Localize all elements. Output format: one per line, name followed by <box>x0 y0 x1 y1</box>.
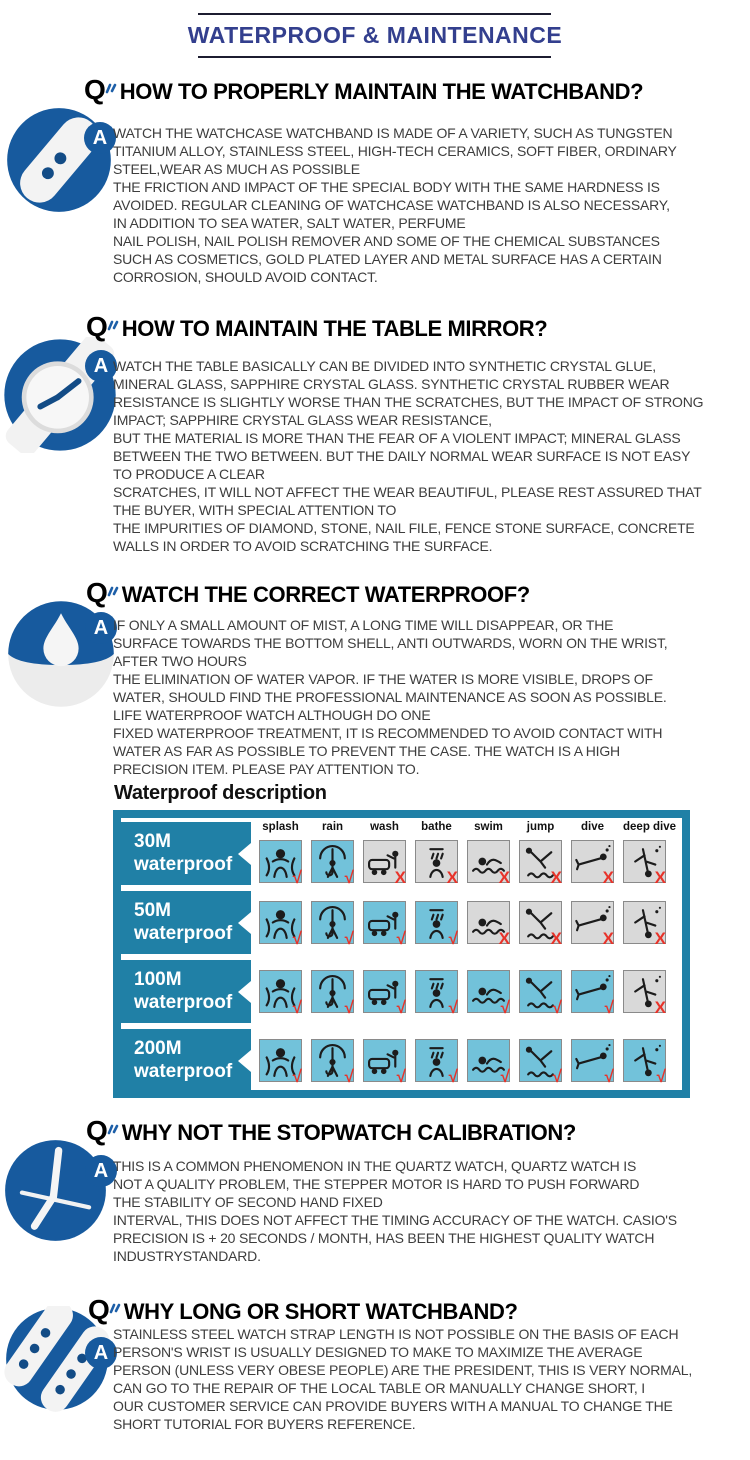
answer-line: IMPACT; SAPPHIRE CRYSTAL GLASS WEAR RESISTANCE, <box>113 412 492 428</box>
table-row-30m <box>121 822 682 885</box>
page-title: WATERPROOF & MAINTENANCE <box>187 22 563 48</box>
answer-line: AFTER TWO HOURS <box>113 653 247 669</box>
answer-line: MINERAL GLASS, SAPPHIRE CRYSTAL GLASS. SYNTHETIC CRYSTAL RUBBER WEAR <box>113 376 670 392</box>
cross-mark: X <box>654 929 666 948</box>
cell-rain <box>311 970 354 1017</box>
cross-mark: X <box>602 868 614 887</box>
question-title: HOW TO MAINTAIN THE TABLE MIRROR? <box>121 316 548 341</box>
row-label: 30M waterproof <box>121 822 251 885</box>
answer-line: AVOIDED. REGULAR CLEANING OF WATCHCASE WATCHBAND IS ALSO NECESSARY, <box>113 197 670 213</box>
cell-deep-dive <box>623 840 666 887</box>
answer-line: SCRATCHES, IT WILL NOT AFFECT THE WEAR BEAUTIFUL, PLEASE REST ASSURED THAT <box>113 484 702 500</box>
question-title: WHY LONG OR SHORT WATCHBAND? <box>123 1299 518 1324</box>
check-mark: √ <box>552 998 562 1017</box>
row-label: 200M waterproof <box>121 1029 251 1092</box>
sparkle-icon <box>107 308 119 336</box>
cell-jump <box>519 901 562 948</box>
cell-swim <box>467 840 510 887</box>
q-letter: Q <box>86 313 108 341</box>
answer-line: IF ONLY A SMALL AMOUNT OF MIST, A LONG TIME WILL DISAPPEAR, OR THE <box>113 617 614 633</box>
sparkle-icon <box>109 1291 121 1319</box>
answer-text <box>113 357 750 555</box>
answer-badge: A <box>84 122 116 154</box>
answer-line: SUCH AS COSMETICS, GOLD PLATED LAYER AND METAL SURFACE HAS A CERTAIN <box>113 251 662 267</box>
question-row-5 <box>88 1296 518 1325</box>
column-header-deep-dive: deep dive <box>623 821 677 833</box>
check-mark: √ <box>292 929 302 948</box>
cross-mark: X <box>654 998 666 1017</box>
question-row-2 <box>86 313 547 342</box>
header-rule-bottom <box>198 56 551 58</box>
check-mark: √ <box>292 868 302 887</box>
cell-jump <box>519 840 562 887</box>
check-mark: √ <box>500 998 510 1017</box>
answer-line: INDUSTRYSTANDARD. <box>113 1248 261 1264</box>
answer-line: PERSON'S WRIST IS USUALLY DESIGNED TO MAKE TO MAXIMIZE THE AVERAGE <box>113 1344 643 1360</box>
answer-line: BUT THE MATERIAL IS MORE THAN THE FEAR OF A VIOLENT IMPACT; MINERAL GLASS <box>113 430 681 446</box>
answer-line: SHORT TUTORIAL FOR BUYERS REFERENCE. <box>113 1416 416 1432</box>
cell-splash <box>259 970 302 1017</box>
answer-line: STAINLESS STEEL WATCH STRAP LENGTH IS NOT POSSIBLE ON THE BASIS OF EACH <box>113 1326 679 1342</box>
cell-rain <box>311 901 354 948</box>
check-mark: √ <box>396 929 406 948</box>
cell-splash <box>259 840 302 887</box>
cell-jump <box>519 970 562 1017</box>
cell-rain <box>311 1039 354 1086</box>
sparkle-icon <box>105 71 117 99</box>
cross-mark: X <box>550 868 562 887</box>
check-mark: √ <box>500 1067 510 1086</box>
question-title: HOW TO PROPERLY MAINTAIN THE WATCHBAND? <box>119 79 644 104</box>
cross-mark: X <box>498 929 510 948</box>
check-mark: √ <box>604 1067 614 1086</box>
cell-wash <box>363 840 406 887</box>
column-header-dive: dive <box>580 821 604 833</box>
cell-dive <box>571 970 614 1017</box>
column-header-swim: swim <box>474 821 503 833</box>
cell-dive <box>571 901 614 948</box>
waterproof-table-title: Waterproof description <box>114 782 327 804</box>
waterproof-table <box>113 810 690 1098</box>
cell-dive <box>571 1039 614 1086</box>
answer-line: THE ELIMINATION OF WATER VAPOR. IF THE WATER IS MORE VISIBLE, DROPS OF <box>113 671 653 687</box>
answer-line: THIS IS A COMMON PHENOMENON IN THE QUARTZ WATCH, QUARTZ WATCH IS <box>113 1158 637 1174</box>
answer-line: TO PRODUCE A CLEAR <box>113 466 265 482</box>
answer-text <box>113 1157 750 1265</box>
cell-wash <box>363 970 406 1017</box>
check-mark: √ <box>396 998 406 1017</box>
cell-dive <box>571 840 614 887</box>
column-header-jump: jump <box>526 821 555 833</box>
cell-deep-dive <box>623 901 666 948</box>
check-mark: √ <box>656 1067 666 1086</box>
answer-text <box>113 124 750 286</box>
answer-line: OUR CUSTOMER SERVICE CAN PROVIDE BUYERS WITH A MANUAL TO CHANGE THE <box>113 1398 673 1414</box>
cell-splash <box>259 901 302 948</box>
answer-line: WATCH THE WATCHCASE WATCHBAND IS MADE OF A VARIETY, SUCH AS TUNGSTEN <box>113 125 673 141</box>
column-header-splash: splash <box>262 821 299 833</box>
cell-wash <box>363 1039 406 1086</box>
table-row-100m <box>121 960 682 1023</box>
answer-line: LIFE WATERPROOF WATCH ALTHOUGH DO ONE <box>113 707 431 723</box>
answer-badge: A <box>85 350 117 382</box>
sparkle-icon <box>107 574 119 602</box>
cell-deep-dive <box>623 1039 666 1086</box>
answer-text <box>113 616 750 778</box>
answer-line: NOT A QUALITY PROBLEM, THE STEPPER MOTOR IS HARD TO PUSH FORWARD <box>113 1176 640 1192</box>
row-label: 100M waterproof <box>121 960 251 1023</box>
question-title: WATCH THE CORRECT WATERPROOF? <box>121 582 530 607</box>
q-letter: Q <box>86 1117 108 1145</box>
answer-line: NAIL POLISH, NAIL POLISH REMOVER AND SOME OF THE CHEMICAL SUBSTANCES <box>113 233 660 249</box>
question-title: WHY NOT THE STOPWATCH CALIBRATION? <box>121 1120 576 1145</box>
answer-text <box>113 1325 750 1433</box>
cell-wash <box>363 901 406 948</box>
check-mark: √ <box>448 998 458 1017</box>
check-mark: √ <box>292 1067 302 1086</box>
waterproof-rows <box>121 822 682 1098</box>
answer-line: THE BUYER, WITH SPECIAL ATTENTION TO <box>113 502 397 518</box>
answer-line: RESISTANCE IS SLIGHTLY WORSE THAN THE SCRATCHES, BUT THE IMPACT OF STRONG <box>113 394 704 410</box>
answer-line: INTERVAL, THIS DOES NOT AFFECT THE TIMING ACCURACY OF THE WATCH. CASIO'S <box>113 1212 677 1228</box>
header-rule-top <box>198 13 551 15</box>
answer-badge: A <box>85 612 117 644</box>
column-header-rain: rain <box>321 821 344 833</box>
sparkle-icon <box>107 1112 119 1140</box>
check-mark: √ <box>344 1067 354 1086</box>
check-mark: √ <box>604 998 614 1017</box>
check-mark: √ <box>344 868 354 887</box>
q-letter: Q <box>86 579 108 607</box>
cross-mark: X <box>602 929 614 948</box>
cross-mark: X <box>654 868 666 887</box>
check-mark: √ <box>448 1067 458 1086</box>
check-mark: √ <box>448 929 458 948</box>
cross-mark: X <box>394 868 406 887</box>
cell-splash <box>259 1039 302 1086</box>
check-mark: √ <box>344 998 354 1017</box>
cross-mark: X <box>446 868 458 887</box>
q-letter: Q <box>88 1296 110 1324</box>
cross-mark: X <box>498 868 510 887</box>
cell-bathe <box>415 840 458 887</box>
answer-line: THE IMPURITIES OF DIAMOND, STONE, NAIL FILE, FENCE STONE SURFACE, CONCRETE <box>113 520 695 536</box>
answer-line: WATER AS FAR AS POSSIBLE TO PREVENT THE CASE. THE WATCH IS A HIGH <box>113 743 620 759</box>
answer-badge: A <box>85 1155 117 1187</box>
check-mark: √ <box>344 929 354 948</box>
answer-line: IN ADDITION TO SEA WATER, SALT WATER, PERFUME <box>113 215 466 231</box>
table-row-200m <box>121 1029 682 1092</box>
question-row-3 <box>86 579 530 608</box>
column-header-wash: wash <box>370 821 399 833</box>
table-row-50m <box>121 891 682 954</box>
answer-line: STEEL,WEAR AS MUCH AS POSSIBLE <box>113 161 360 177</box>
answer-line: SURFACE TOWARDS THE BOTTOM SHELL, ANTI OUTWARDS, WORN ON THE WRIST, <box>113 635 668 651</box>
answer-line: PERSON (UNLESS VERY OBESE PEOPLE) ARE THE PRESIDENT, THIS IS VERY NORMAL, <box>113 1362 693 1378</box>
answer-line: WALLS IN ORDER TO AVOID SCRATCHING THE SURFACE. <box>113 538 493 554</box>
answer-line: PRECISION ITEM. PLEASE PAY ATTENTION TO. <box>113 761 420 777</box>
check-mark: √ <box>396 1067 406 1086</box>
cell-swim <box>467 970 510 1017</box>
cell-jump <box>519 1039 562 1086</box>
answer-badge: A <box>85 1337 117 1369</box>
stopwatch-hands-icon <box>3 1138 108 1248</box>
cell-bathe <box>415 970 458 1017</box>
answer-line: THE STABILITY OF SECOND HAND FIXED <box>113 1194 383 1210</box>
cell-deep-dive <box>623 970 666 1017</box>
row-label: 50M waterproof <box>121 891 251 954</box>
answer-line: BETWEEN THE TWO BETWEEN. BUT THE DAILY NORMAL WEAR SURFACE IS NOT EASY <box>113 448 691 464</box>
answer-line: CAN GO TO THE REPAIR OF THE LOCAL TABLE OR MANUALLY CHANGE SHORT, I <box>113 1380 645 1396</box>
cell-swim <box>467 1039 510 1086</box>
q-letter: Q <box>84 76 106 104</box>
answer-line: FIXED WATERPROOF TREATMENT, IT IS RECOMMENDED TO AVOID CONTACT WITH <box>113 725 663 741</box>
question-row-4 <box>86 1117 576 1146</box>
cell-bathe <box>415 901 458 948</box>
answer-line: CORROSION, SHOULD AVOID CONTACT. <box>113 269 378 285</box>
answer-line: WATER, SHOULD FIND THE PROFESSIONAL MAINTENANCE AS SOON AS POSSIBLE. <box>113 689 667 705</box>
answer-line: THE FRICTION AND IMPACT OF THE SPECIAL BODY WITH THE SAME HARDNESS IS <box>113 179 660 195</box>
column-header-bathe: bathe <box>421 821 452 833</box>
cross-mark: X <box>550 929 562 948</box>
cell-swim <box>467 901 510 948</box>
cell-rain <box>311 840 354 887</box>
check-mark: √ <box>552 1067 562 1086</box>
check-mark: √ <box>292 998 302 1017</box>
cell-bathe <box>415 1039 458 1086</box>
question-row-1 <box>84 76 643 105</box>
answer-line: TITANIUM ALLOY, STAINLESS STEEL, HIGH-TECH CERAMICS, SOFT FIBER, ORDINARY <box>113 143 677 159</box>
answer-line: PRECISION IS + 20 SECONDS / MONTH, HAS BEEN THE HIGHEST QUALITY WATCH <box>113 1230 655 1246</box>
answer-line: WATCH THE TABLE BASICALLY CAN BE DIVIDED INTO SYNTHETIC CRYSTAL GLUE, <box>113 358 656 374</box>
